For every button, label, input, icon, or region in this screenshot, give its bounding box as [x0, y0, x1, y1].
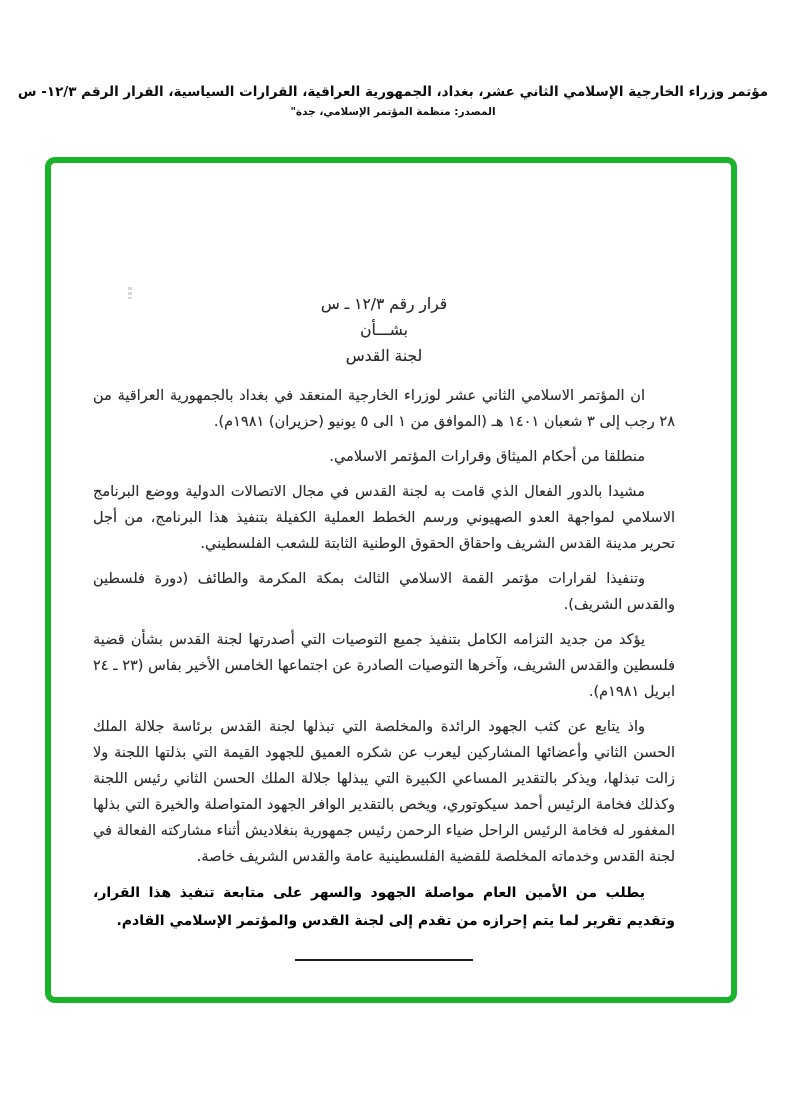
resolution-regarding: بشـــأن [360, 321, 408, 339]
paragraph-operative-2: واذ يتابع عن كثب الجهود الرائدة والمخلصة التي تبذلها لجنة القدس برئاسة جلالة الملك الحسن الثاني وأعضائها المشاركين ليعرب عن شكره العميق للجهود القيمة التي بذلتها اللجنة ولا زالت تبذلها، ويذكر بالتقدير المساعي الكبيرة التي يبذلها جلالة الملك الحسن الثاني رئيس اللجنة وكذلك فخامة الرئيس أحمد سيكوتوري، ويخص بالتقدير الوافر الجهود المتواصلة والخيرة التي بذلها المغفور له فخامة الرئيس الراحل ضياء الرحمن رئيس جمهورية بنغلاديش أثناء مشاركته الفعالة في لجنة القدس وخدماته المخلصة للقضية الفلسطينية عامة والقدس الشريف خاصة. [93, 719, 675, 865]
document-frame [45, 157, 737, 1003]
paragraph-preamble-1: ان المؤتمر الاسلامي الثاني عشر لوزراء الخارجية المنعقد في بغداد بالجمهورية العراقية من ٢٨ رجب إلى ٣ شعبان ١٤٠١ هـ (الموافق من ١ الى ٥ يونيو (حزيران) ١٩٨١م). [93, 388, 675, 430]
conference-reference-line: مؤتمر وزراء الخارجية الإسلامي الثاني عشر، بغداد، الجمهورية العراقية، القرارات السياسية، القرار الرقم ١٢/٣- س [17, 84, 769, 100]
paragraph-preamble-4: وتنفيذا لقرارات مؤتمر القمة الاسلامي الثالث بمكة المكرمة والطائف (دورة فلسطين والقدس الشريف). [93, 571, 675, 613]
paragraph-preamble-3: مشيدا بالدور الفعال الذي قامت به لجنة القدس في مجال الاتصالات الدولية ووضع البرنامج الاسلامي لمواجهة العدو الصهيوني ورسم الخطط العملية الكفيلة بتنفيذ هذا البرنامج، من أجل تحرير مدينة القدس الشريف واحقاق الحقوق الوطنية الثابتة للشعب الفلسطيني. [93, 484, 675, 552]
resolution-number: قرار رقم ١٢/٣ ـ س [320, 295, 448, 313]
source-line: المصدر: منظمة المؤتمر الإسلامي، جدة" [290, 106, 496, 118]
closing-divider [295, 959, 473, 961]
document-body [93, 291, 675, 961]
paragraph-operative-1: يؤكد من جديد التزامه الكامل بتنفيذ جميع التوصيات التي أصدرتها لجنة القدس بشأن قضية فلسطين والقدس الشريف، وآخرها التوصيات الصادرة عن اجتماعها الخامس الأخير بفاس (٢٣ ـ ٢٤ ابريل ١٩٨١م). [93, 632, 675, 700]
paragraph-preamble-2: منطلقا من أحكام الميثاق وقرارات المؤتمر الاسلامي. [329, 449, 645, 465]
document-header [0, 84, 786, 118]
resolution-subject: لجنة القدس [345, 347, 423, 365]
resolution-title-block [93, 291, 675, 369]
paragraph-operative-3: يطلب من الأمين العام مواصلة الجهود والسهر على متابعة تنفيذ هذا القرار، وتقديم تقرير لما يتم إحرازه من تقدم إلى لجنة القدس والمؤتمر الإسلامي القادم. [93, 885, 675, 929]
